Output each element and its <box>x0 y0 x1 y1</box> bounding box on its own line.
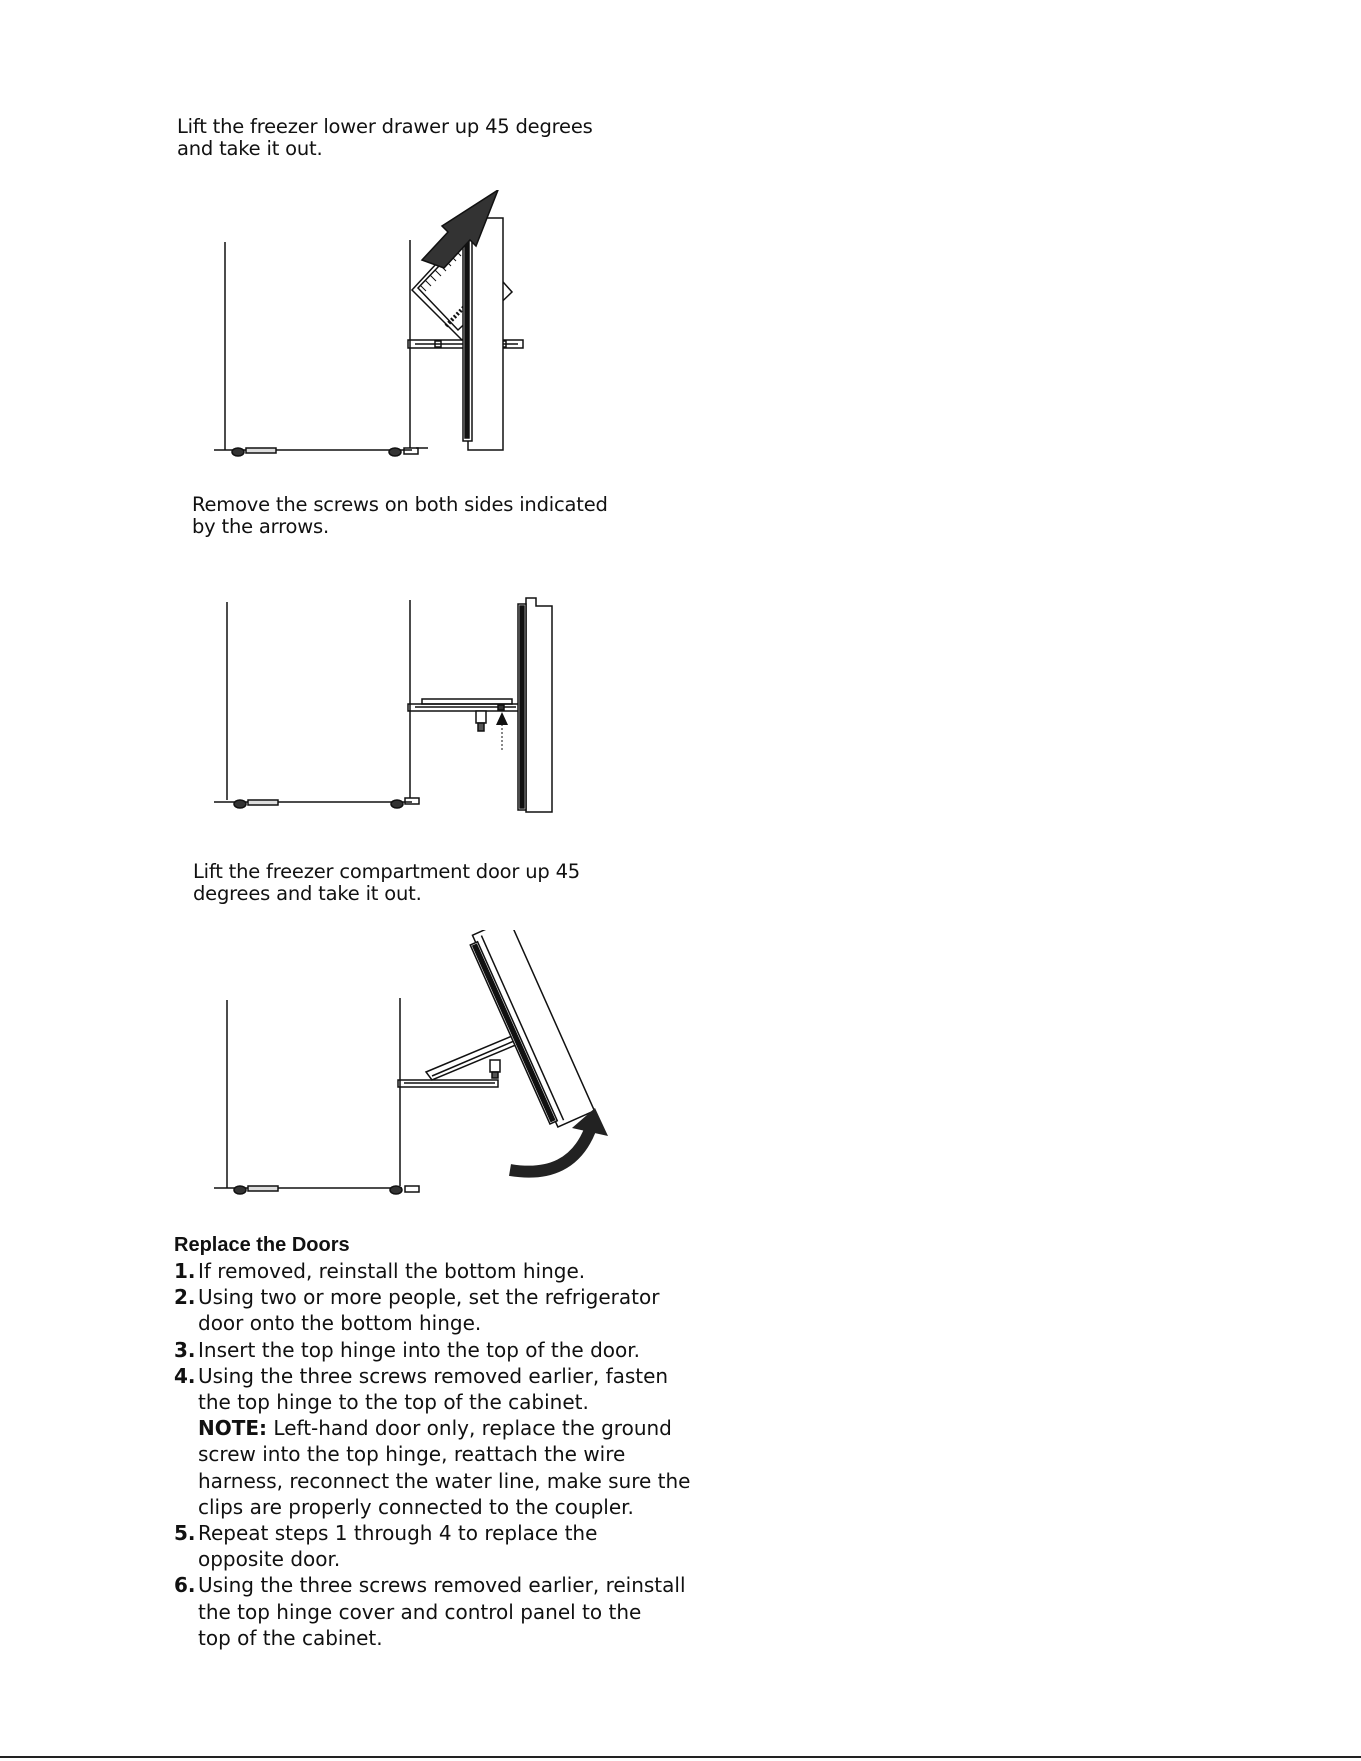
step-2 <box>174 1284 734 1336</box>
caption-line: by the arrows. <box>192 515 329 538</box>
step-3 <box>174 1337 734 1363</box>
note-text: screw into the top hinge, reattach the wire <box>198 1442 626 1467</box>
step-text: opposite door. <box>198 1547 341 1572</box>
caption-line: degrees and take it out. <box>193 882 422 905</box>
step-text: the top hinge cover and control panel to the <box>198 1599 642 1624</box>
step-text: the top hinge to the top of the cabinet. <box>198 1390 589 1415</box>
step-text: Using the three screws removed earlier, reinstall <box>198 1573 686 1598</box>
note-label: NOTE: <box>198 1416 268 1441</box>
step-1 <box>174 1258 734 1284</box>
step-number: 2. <box>174 1285 196 1310</box>
step-number: 3. <box>174 1337 196 1362</box>
step-number: 5. <box>174 1521 196 1546</box>
caption-line: Lift the freezer compartment door up 45 <box>193 860 580 883</box>
figure-2-remove-screws <box>200 590 620 820</box>
section-title: Replace the Doors <box>174 1234 350 1256</box>
step-number: 6. <box>174 1573 196 1598</box>
figure-1-caption <box>177 116 593 160</box>
step-6 <box>174 1572 734 1651</box>
step-text: Using the three screws removed earlier, fasten <box>198 1363 669 1388</box>
step-text: top of the cabinet. <box>198 1625 383 1650</box>
step-text: door onto the bottom hinge. <box>198 1311 482 1336</box>
note-text: harness, reconnect the water line, make sure the <box>198 1468 691 1493</box>
step-text: Insert the top hinge into the top of the door. <box>198 1337 641 1362</box>
caption-line: Lift the freezer lower drawer up 45 degrees <box>177 115 593 138</box>
caption-line: and take it out. <box>177 137 323 160</box>
screw-arrow-icon <box>496 712 508 750</box>
footer-divider <box>0 1756 1361 1758</box>
figure-3-door-removal <box>200 930 660 1200</box>
figure-3-caption <box>193 861 580 905</box>
step-5 <box>174 1520 734 1572</box>
step-4 <box>174 1363 734 1520</box>
step-text: Using two or more people, set the refrigerator <box>198 1285 660 1310</box>
drawer-removal-illustration <box>200 190 620 470</box>
figure-1-drawer-removal <box>200 190 620 470</box>
step-text: If removed, reinstall the bottom hinge. <box>198 1259 586 1283</box>
replace-doors-section <box>174 1232 734 1651</box>
step-number: 4. <box>174 1363 196 1388</box>
note-text: Left-hand door only, replace the ground <box>267 1416 672 1441</box>
note-text: clips are properly connected to the coupler. <box>198 1494 634 1519</box>
caption-line: Remove the screws on both sides indicated <box>192 493 608 516</box>
door-removal-illustration <box>200 930 660 1200</box>
figure-2-caption <box>192 494 608 538</box>
remove-screws-illustration <box>200 590 620 820</box>
step-number: 1. <box>174 1259 196 1283</box>
step-text: Repeat steps 1 through 4 to replace the <box>198 1521 598 1546</box>
step-note <box>198 1415 734 1441</box>
